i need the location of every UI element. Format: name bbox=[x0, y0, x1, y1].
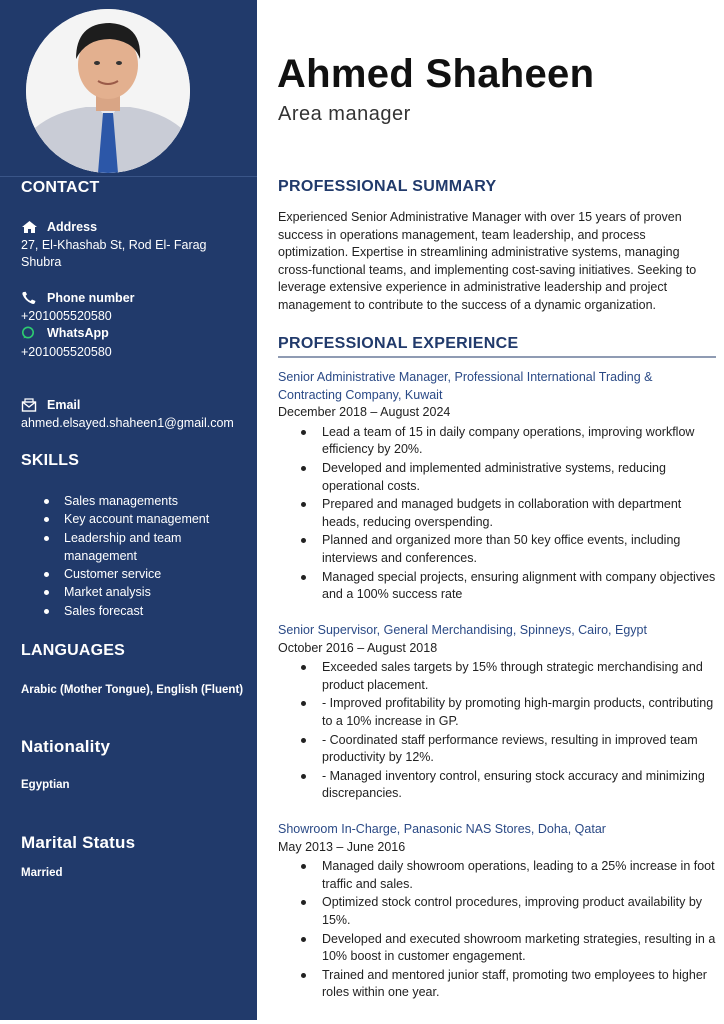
summary-text: Experienced Senior Administrative Manager with over 15 years of proven success in operations management, team leadership, and process optimization. Expertise in streamlining administrative systems, managing cross-functional teams, and implementing cost-saving initiatives. Seeking to leverage extensive experience in administrative leadership and project management to contribute to the success of a dynamic organization. bbox=[278, 210, 697, 312]
nationality-value: Egyptian bbox=[21, 779, 70, 791]
skill-item: Key account management bbox=[44, 510, 244, 528]
job-entry bbox=[278, 622, 718, 804]
job-entry-title: Showroom In-Charge, Panasonic NAS Stores, Doha, Qatar bbox=[278, 822, 606, 836]
job-bullet: Exceeded sales targets by 15% through strategic merchandising and product placement. bbox=[322, 659, 718, 694]
job-bullet: Managed special projects, ensuring alignment with company objectives and a 100% success rate bbox=[322, 569, 718, 604]
skill-item: Customer service bbox=[44, 565, 244, 583]
job-bullet: Optimized stock control procedures, improving product availability by 15%. bbox=[322, 894, 718, 929]
profile-photo bbox=[26, 9, 190, 173]
job-entry-dates: May 2013 – June 2016 bbox=[278, 839, 406, 854]
avatar bbox=[26, 9, 190, 173]
job-bullet: Managed daily showroom operations, leading to a 25% increase in foot traffic and sales. bbox=[322, 858, 718, 893]
marital-status-value: Married bbox=[21, 867, 63, 879]
job-bullet: Prepared and managed budgets in collaboration with department heads, reducing overspending. bbox=[322, 496, 718, 531]
job-bullets bbox=[278, 858, 718, 1002]
job-entry bbox=[278, 821, 718, 1003]
job-bullet: Lead a team of 15 in daily company operations, improving workflow efficiency by 20%. bbox=[322, 424, 718, 459]
skill-item: Market analysis bbox=[44, 583, 244, 601]
marital-status-heading: Marital Status bbox=[21, 833, 136, 852]
whatsapp-value: +201005520580 bbox=[21, 345, 112, 359]
whatsapp-icon bbox=[21, 326, 38, 340]
sidebar-divider bbox=[0, 176, 257, 177]
address-value: 27, El-Khashab St, Rod El- Farag Shubra bbox=[21, 238, 207, 269]
main-content bbox=[257, 0, 724, 1024]
job-bullet: - Coordinated staff performance reviews, resulting in improved team productivity by 12%. bbox=[322, 732, 718, 767]
phone-icon bbox=[21, 291, 38, 305]
job-entry-title: Senior Administrative Manager, Professional International Trading & Contracting Company, Kuwait bbox=[278, 370, 653, 402]
whatsapp-label bbox=[21, 326, 109, 340]
skills-heading: SKILLS bbox=[21, 452, 80, 469]
skills-list bbox=[44, 492, 244, 620]
email-value[interactable]: ahmed.elsayed.shaheen1@gmail.com bbox=[21, 416, 234, 430]
experience-divider bbox=[278, 356, 716, 358]
experience-heading: PROFESSIONAL EXPERIENCE bbox=[278, 335, 519, 352]
job-bullet: Trained and mentored junior staff, promoting two employees to higher roles within one year. bbox=[322, 967, 718, 1002]
job-entry-dates: December 2018 – August 2024 bbox=[278, 405, 451, 420]
skill-item: Leadership and team management bbox=[44, 529, 194, 566]
job-bullet: Developed and implemented administrative systems, reducing operational costs. bbox=[322, 460, 718, 495]
whatsapp-label-text: WhatsApp bbox=[47, 326, 109, 340]
address-label bbox=[21, 220, 97, 234]
phone-label bbox=[21, 291, 135, 305]
home-icon bbox=[21, 220, 38, 234]
job-entry bbox=[278, 369, 718, 605]
languages-heading: LANGUAGES bbox=[21, 642, 126, 659]
languages-value: Arabic (Mother Tongue), English (Fluent) bbox=[21, 684, 244, 696]
job-bullet: - Managed inventory control, ensuring stock accuracy and minimizing discrepancies. bbox=[322, 768, 718, 803]
job-bullet: - Improved profitability by promoting high-margin products, contributing to a 10% increase in GP. bbox=[322, 695, 718, 730]
contact-heading: CONTACT bbox=[21, 179, 100, 196]
skill-item: Sales forecast bbox=[44, 602, 244, 620]
job-bullets bbox=[278, 424, 718, 604]
address-label-text: Address bbox=[47, 220, 98, 234]
job-bullet: Planned and organized more than 50 key office events, including interviews and conferences. bbox=[322, 532, 718, 567]
job-entry-title: Senior Supervisor, General Merchandising, Spinneys, Cairo, Egypt bbox=[278, 623, 647, 637]
phone-value: +201005520580 bbox=[21, 309, 112, 323]
email-icon bbox=[21, 398, 38, 412]
summary-heading: PROFESSIONAL SUMMARY bbox=[278, 178, 497, 195]
job-title-headline: Area manager bbox=[278, 103, 411, 125]
person-name: Ahmed Shaheen bbox=[277, 52, 595, 96]
sidebar bbox=[0, 0, 257, 1020]
email-label-text: Email bbox=[47, 398, 81, 412]
skill-item: Sales managements bbox=[44, 492, 244, 510]
nationality-heading: Nationality bbox=[21, 737, 111, 756]
email-label bbox=[21, 398, 80, 412]
job-bullet: Developed and executed showroom marketing strategies, resulting in a 10% boost in customer engagement. bbox=[322, 931, 718, 966]
phone-label-text: Phone number bbox=[47, 291, 135, 305]
job-entry-dates: October 2016 – August 2018 bbox=[278, 640, 438, 655]
job-bullets bbox=[278, 659, 718, 803]
